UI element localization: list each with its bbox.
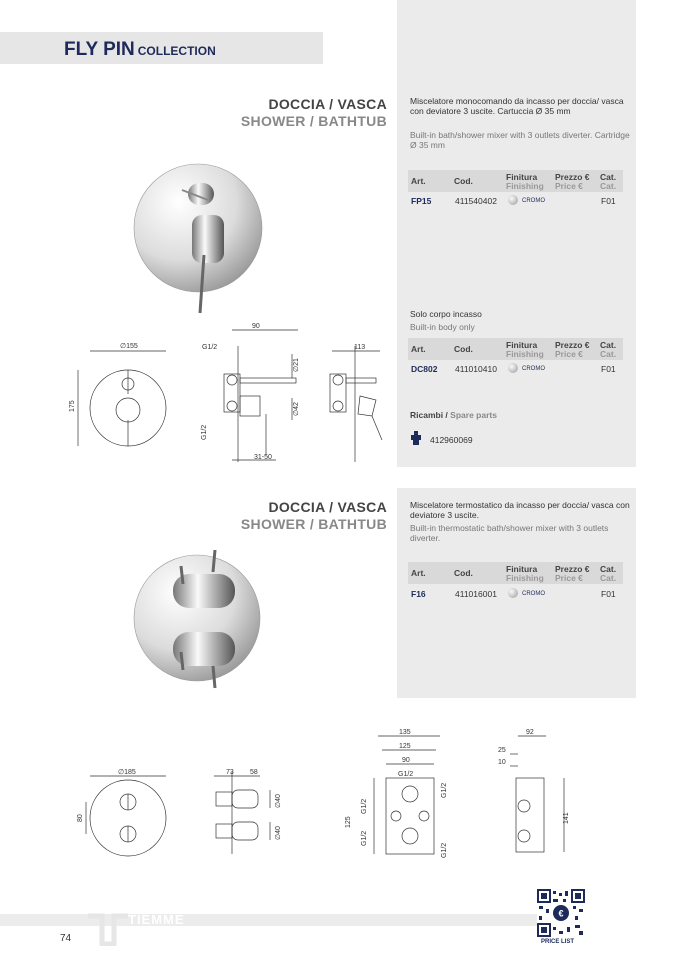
th-finishing: Finishing [506,573,544,583]
section2-title-it: DOCCIA / VASCA [268,499,387,515]
spare-it: Ricambi / [410,410,448,420]
th-finitura: Finitura [506,172,538,182]
th-prezzo: Prezzo € [555,564,590,574]
th-prezzo: Prezzo € [555,340,590,350]
section2-desc-it: Miscelatore termostatico da incasso per doccia/ vasca con deviatore 3 uscite. [410,500,630,520]
dim-g12-top: G1/2 [202,344,218,351]
technical-drawing-1 [60,320,400,470]
brand-name: TIEMME [128,912,185,927]
th-price: Price € [555,573,583,583]
dim-10: 10 [498,759,506,766]
dim-40b: ∅40 [275,826,282,840]
page-number: 74 [60,933,72,944]
section2-table-header [408,562,623,584]
th-cat-it: Cat. [600,340,617,350]
dim-125-side: 125 [345,816,352,828]
th-cod: Cod. [454,176,473,186]
th-art: Art. [411,176,426,186]
body-desc-en: Built-in body only [410,322,475,332]
section1-title-it: DOCCIA / VASCA [268,96,387,112]
th-finishing: Finishing [506,349,544,359]
svg-text:€: € [558,908,564,919]
row-cat: F01 [601,364,616,374]
th-cod: Cod. [454,568,473,578]
dim-g12-box-top: G1/2 [398,771,414,778]
collection-name: FLY PIN [64,39,135,60]
thermostatic-mixer-image [133,548,263,692]
spare-en: Spare parts [450,410,497,420]
row-art: FP15 [411,196,432,206]
th-finitura: Finitura [506,564,538,574]
chrome-swatch-icon [508,195,518,205]
section2-desc-en: Built-in thermostatic bath/shower mixer with 3 outlets diverter. [410,523,609,543]
dim-92: 92 [526,729,534,736]
row-finish: CROMO [522,366,545,372]
dim-175: 175 [69,400,76,412]
th-finitura: Finitura [506,340,538,350]
dim-185: ∅185 [118,769,136,776]
th-cat-en: Cat. [600,573,617,583]
chrome-swatch-icon [508,588,518,598]
collection-subtitle: COLLECTION [137,44,216,58]
single-lever-mixer-image [132,155,264,315]
row-finish: CROMO [522,591,545,597]
row-art: F16 [411,589,426,599]
dim-40a: ∅40 [275,794,282,808]
th-art: Art. [411,568,426,578]
section1b-table-header [408,338,623,360]
th-price: Price € [555,181,583,191]
collection-title [64,39,216,61]
section1-table-header [408,170,623,192]
th-price: Price € [555,349,583,359]
row-art: DC802 [411,364,438,374]
dim-g12-l2: G1/2 [361,830,368,846]
spare-parts-title [410,410,497,420]
th-cat-en: Cat. [600,181,617,191]
dim-g12-side: G1/2 [201,424,208,440]
th-finishing: Finishing [506,181,544,191]
spare-code: 412960069 [430,435,473,445]
dim-135: 135 [399,729,411,736]
dim-42: ∅42 [293,402,300,416]
cartridge-icon [410,431,422,445]
dim-113: 113 [354,344,366,351]
section2-title-en: SHOWER / BATHTUB [240,516,387,532]
dim-90: 90 [252,323,260,330]
dim-80: 80 [77,814,84,822]
th-prezzo: Prezzo € [555,172,590,182]
technical-drawing-2 [74,728,594,868]
dim-g12-r1: G1/2 [441,782,448,798]
dim-90b: 90 [402,757,410,764]
th-cat-it: Cat. [600,564,617,574]
qr-label: PRICE LIST [541,939,575,945]
row-cod: 411540402 [455,196,497,206]
section1-desc-en: Built-in bath/shower mixer with 3 outlets diverter. Cartridge Ø 35 mm [410,130,630,150]
qr-code-icon[interactable] [537,889,585,937]
dim-25: 25 [498,747,506,754]
dim-58: 58 [250,769,258,776]
th-cat-it: Cat. [600,172,617,182]
section1-desc-it: Miscelatore monocomando da incasso per doccia/ vasca con deviatore 3 uscite. Cartuccia Ø 35 mm [410,96,624,116]
product-panel-1 [397,0,636,467]
dim-125-top: 125 [399,743,411,750]
tiemme-logo-icon [88,910,128,946]
row-cat: F01 [601,196,616,206]
dim-73: 73 [226,769,234,776]
dim-155: ∅155 [120,343,138,350]
th-art: Art. [411,344,426,354]
row-finish: CROMO [522,198,545,204]
dim-g12-r2: G1/2 [441,842,448,858]
dim-141: 141 [563,812,570,824]
row-cod: 411010410 [455,364,497,374]
chrome-swatch-icon [508,363,518,373]
row-cat: F01 [601,589,616,599]
row-cod: 411016001 [455,589,497,599]
dim-31-50: 31-50 [254,454,272,461]
dim-21: ∅21 [293,358,300,372]
th-cod: Cod. [454,344,473,354]
th-cat-en: Cat. [600,349,617,359]
dim-g12-l1: G1/2 [361,798,368,814]
body-desc-it: Solo corpo incasso [410,309,482,319]
footer-bar [0,914,560,926]
section1-title-en: SHOWER / BATHTUB [240,113,387,129]
